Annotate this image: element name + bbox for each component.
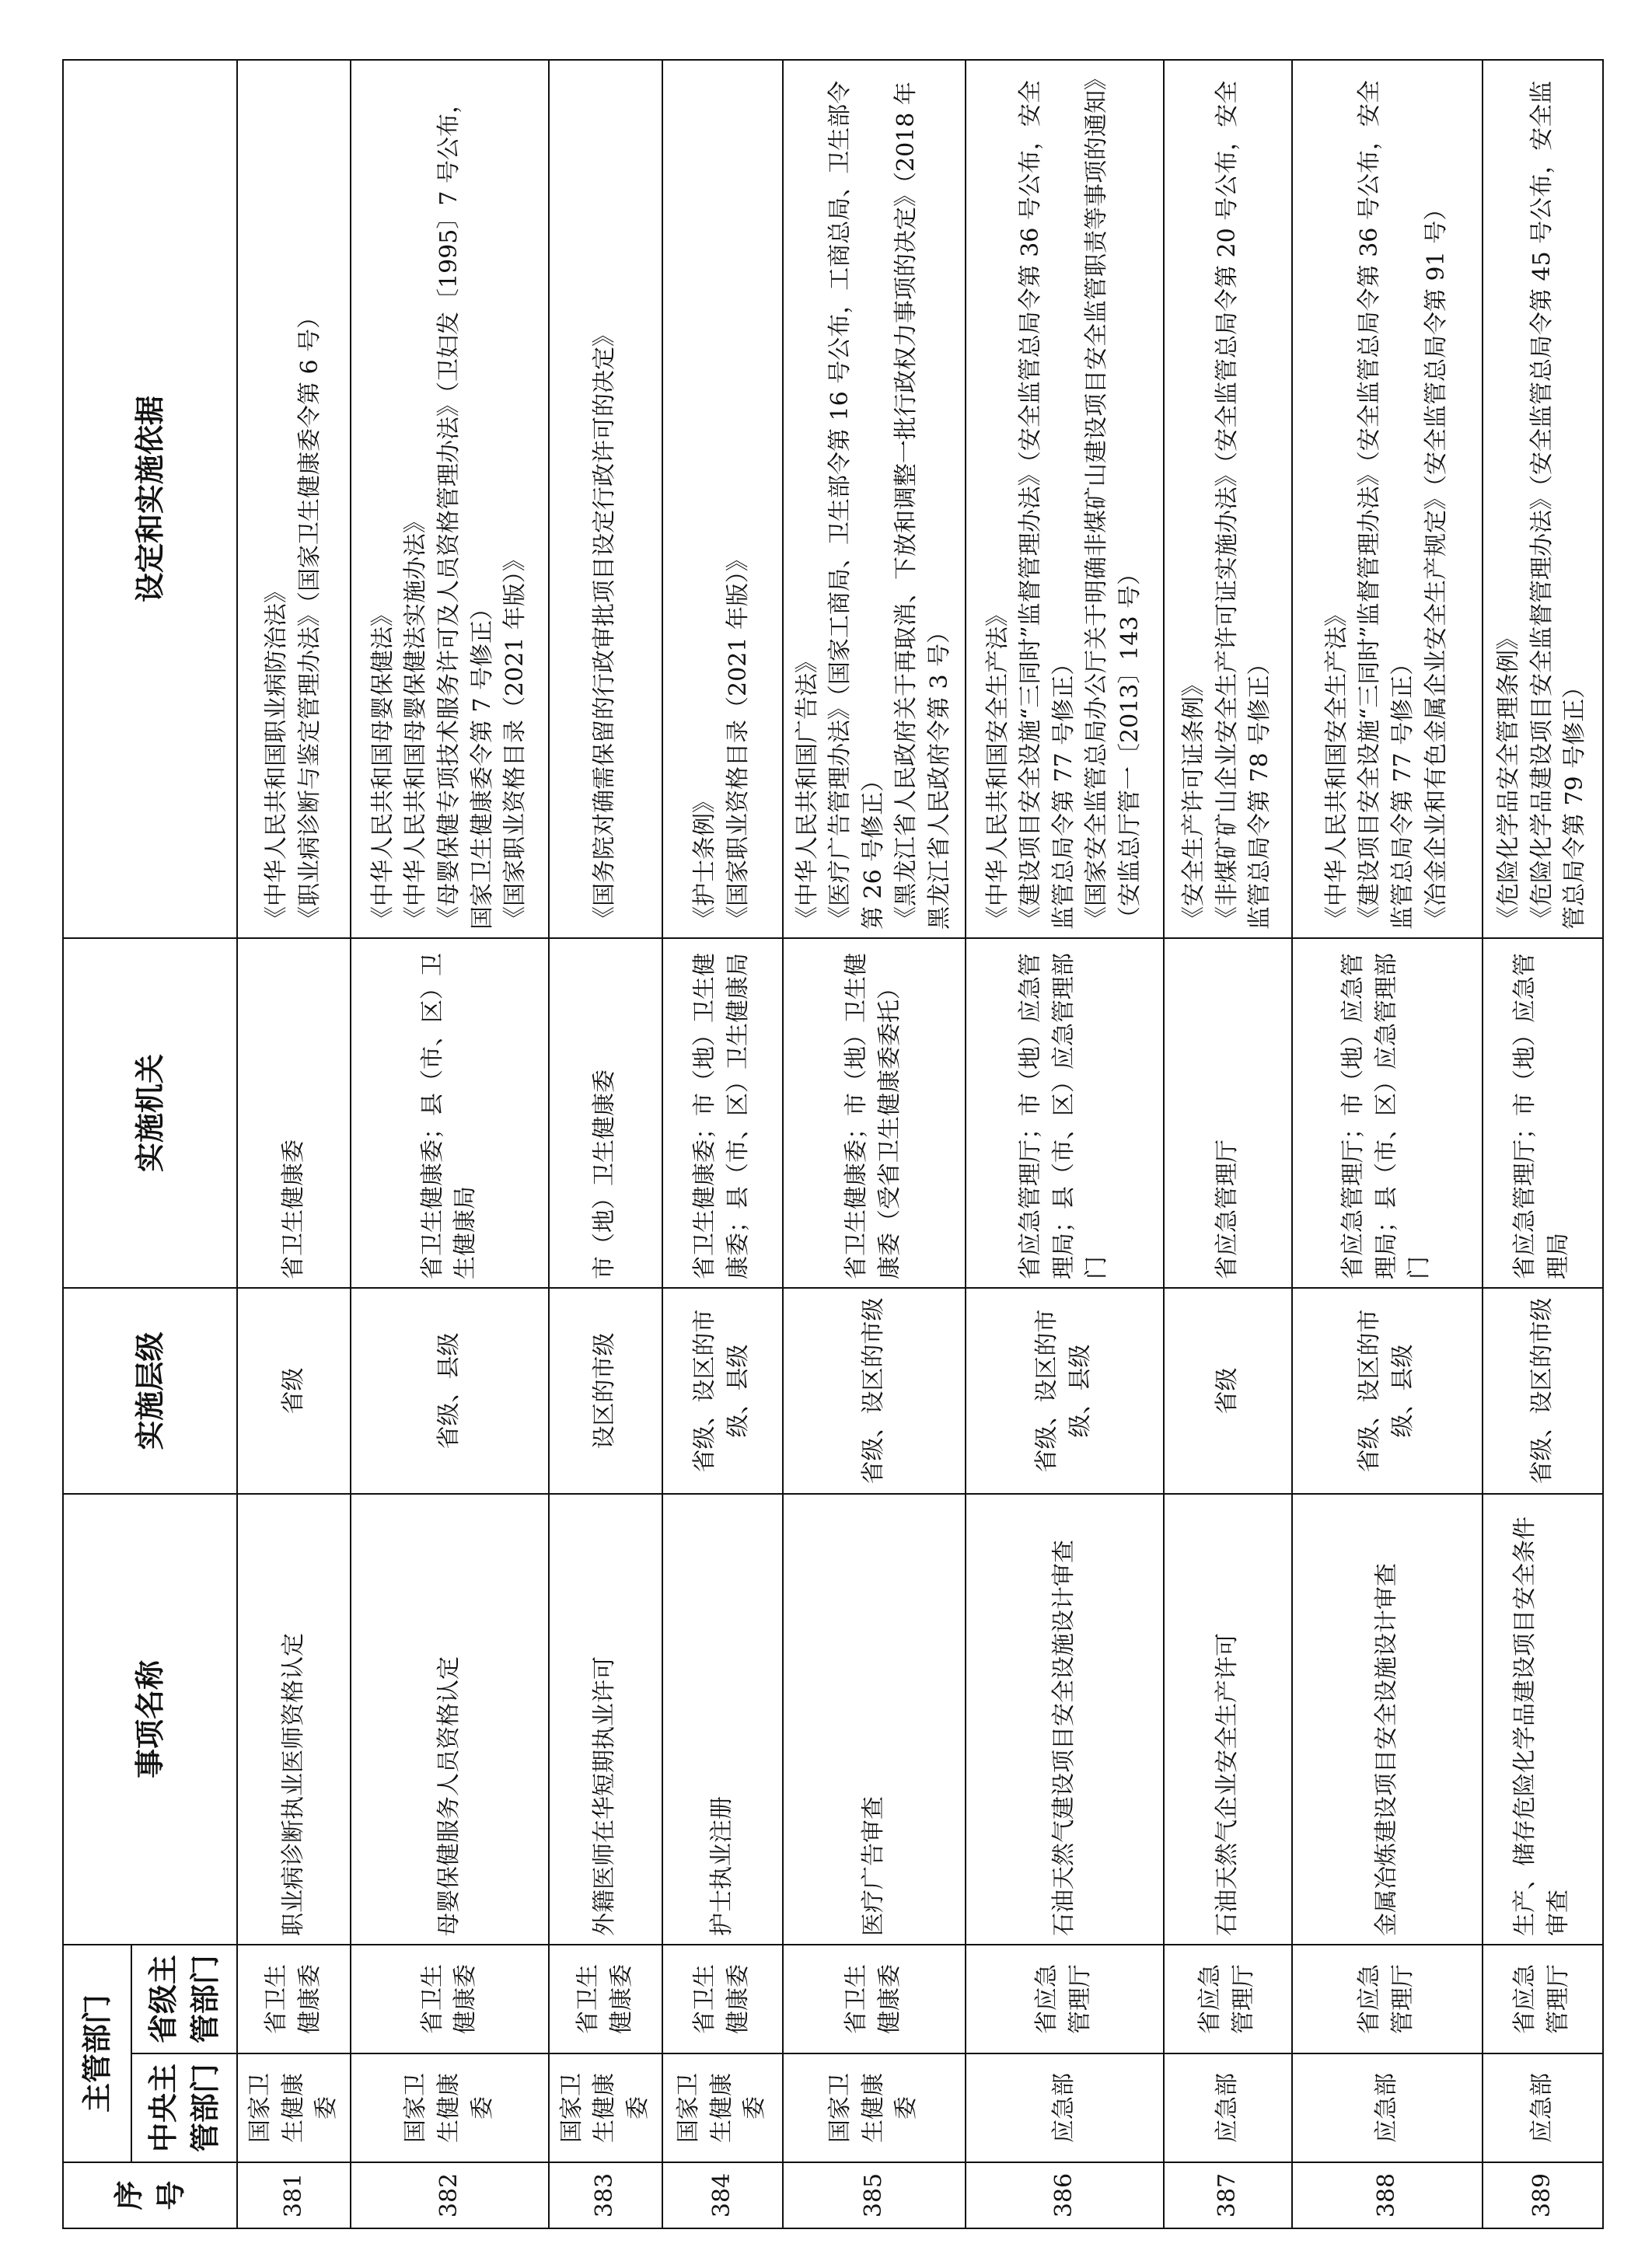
cell-basis	[1164, 60, 1292, 938]
cell-item-name: 职业病诊断执业医师资格认定	[237, 1494, 351, 1945]
cell-level: 省级	[237, 1288, 351, 1494]
table-body	[237, 60, 1603, 2228]
header-seq: 序号	[63, 2162, 237, 2228]
cell-central-dept: 应急部	[1164, 2053, 1292, 2162]
cell-central-dept: 国家卫生健康委	[237, 2053, 351, 2162]
cell-item-name: 石油天然气建设项目安全设施设计审查	[966, 1494, 1164, 1945]
header-basis: 设定和实施依据	[63, 60, 237, 938]
basis-line: 《职业病诊断与鉴定管理办法》（国家卫生健康委令第 6 号）	[295, 305, 323, 930]
cell-item-name: 母婴保健服务人员资格认定	[351, 1494, 549, 1945]
cell-basis	[351, 60, 549, 938]
header-central-dept: 中央主管部门	[131, 2053, 237, 2162]
basis-line: 《黑龙江省人民政府关于再取消、下放和调整一批行政权力事项的决定》（2018 年黑龙江省人民政府令第 3 号）	[892, 82, 953, 930]
cell-level: 省级、设区的市级、县级	[662, 1288, 783, 1494]
cell-provincial-dept: 省卫生健康委	[783, 1945, 966, 2053]
cell-level: 省级、设区的市级	[783, 1288, 966, 1494]
cell-level: 省级、设区的市级、县级	[966, 1288, 1164, 1494]
cell-provincial-dept: 省卫生健康委	[662, 1945, 783, 2053]
cell-seq: 383	[549, 2162, 662, 2228]
cell-seq: 388	[1292, 2162, 1483, 2228]
header-dept-group: 主管部门	[63, 1945, 131, 2162]
table-row	[351, 60, 549, 2228]
cell-level: 省级、设区的市级	[1483, 1288, 1603, 1494]
table-row	[549, 60, 662, 2228]
cell-agency: 省卫生健康委	[237, 938, 351, 1288]
header-level: 实施层级	[63, 1288, 237, 1494]
cell-item-name: 医疗广告审查	[783, 1494, 966, 1945]
table-row	[1164, 60, 1292, 2228]
cell-seq: 381	[237, 2162, 351, 2228]
basis-line: 《建设项目安全设施“三同时”监督管理办法》（安全监管总局令第 36 号公布，安全监管总局令第 77 号修正）	[1356, 80, 1417, 930]
cell-provincial-dept: 省卫生健康委	[351, 1945, 549, 2053]
cell-seq: 385	[783, 2162, 966, 2228]
cell-level: 省级、设区的市级、县级	[1292, 1288, 1483, 1494]
cell-agency: 省应急管理厅；市（地）应急管理局	[1483, 938, 1603, 1288]
cell-item-name: 金属冶炼建设项目安全设施设计审查	[1292, 1494, 1483, 1945]
cell-provincial-dept: 省卫生健康委	[237, 1945, 351, 2053]
header-provincial-dept: 省级主管部门	[131, 1945, 237, 2053]
basis-line: 《中华人民共和国广告法》	[793, 649, 821, 930]
cell-basis	[549, 60, 662, 938]
cell-seq: 387	[1164, 2162, 1292, 2228]
table-row	[237, 60, 351, 2228]
cell-level: 设区的市级	[549, 1288, 662, 1494]
cell-agency: 省卫生健康委；县（市、区）卫生健康局	[351, 938, 549, 1288]
header-agency: 实施机关	[63, 938, 237, 1288]
table-row	[783, 60, 966, 2228]
basis-line: 《国家安全监管总局办公厅关于明确非煤矿山建设项目安全监管职责等事项的通知》（安监总厅管一〔2013〕143 号）	[1083, 78, 1144, 930]
cell-central-dept: 国家卫生健康委	[783, 2053, 966, 2162]
basis-line: 《母婴保健专项技术服务许可及人员资格管理办法》（卫妇发〔1995〕7 号公布，国家卫生健康委令第 7 号修正）	[435, 90, 496, 930]
cell-provincial-dept: 省应急管理厅	[1292, 1945, 1483, 2053]
cell-central-dept: 应急部	[966, 2053, 1164, 2162]
cell-basis	[966, 60, 1164, 938]
cell-provincial-dept: 省卫生健康委	[549, 1945, 662, 2053]
cell-item-name: 石油天然气企业安全生产许可	[1164, 1494, 1292, 1945]
cell-seq: 386	[966, 2162, 1164, 2228]
basis-line: 《中华人民共和国职业病防治法》	[263, 579, 291, 930]
cell-central-dept: 国家卫生健康委	[549, 2053, 662, 2162]
cell-agency: 省卫生健康委；市（地）卫生健康委；县（市、区）卫生健康局	[662, 938, 783, 1288]
basis-line: 《非煤矿矿山企业安全生产许可证实施办法》（安全监管总局令第 20 号公布，安全监管总局令第 78 号修正）	[1213, 80, 1274, 930]
table-row	[662, 60, 783, 2228]
cell-basis	[662, 60, 783, 938]
cell-provincial-dept: 省应急管理厅	[966, 1945, 1164, 2053]
basis-line: 《危险化学品建设项目安全监督管理办法》（安全监管总局令第 45 号公布，安全监管总局令第 79 号修正）	[1528, 80, 1589, 930]
cell-agency: 省应急管理厅；市（地）应急管理局；县（市、区）应急管理部门	[966, 938, 1164, 1288]
basis-line: 《国务院对确需保留的行政审批项目设定行政许可的决定》	[591, 323, 619, 930]
cell-basis	[783, 60, 966, 938]
cell-seq: 384	[662, 2162, 783, 2228]
cell-agency: 省应急管理厅	[1164, 938, 1292, 1288]
cell-central-dept: 国家卫生健康委	[662, 2053, 783, 2162]
basis-line: 《国家职业资格目录（2021 年版）》	[725, 548, 753, 930]
cell-central-dept: 应急部	[1483, 2053, 1603, 2162]
cell-central-dept: 应急部	[1292, 2053, 1483, 2162]
cell-provincial-dept: 省应急管理厅	[1483, 1945, 1603, 2053]
basis-line: 《医疗广告管理办法》（国家工商局、卫生部令第 16 号公布，工商总局、卫生部令第 26 号修正）	[826, 80, 887, 930]
cell-item-name: 外籍医师在华短期执业许可	[549, 1494, 662, 1945]
cell-seq: 382	[351, 2162, 549, 2228]
basis-line: 《国家职业资格目录（2021 年版）》	[501, 548, 529, 930]
cell-basis	[1292, 60, 1483, 938]
basis-line: 《中华人民共和国安全生产法》	[1322, 602, 1350, 930]
cell-agency: 省卫生健康委；市（地）卫生健康委（受省卫生健康委委托）	[783, 938, 966, 1288]
cell-level: 省级	[1164, 1288, 1292, 1494]
basis-line: 《护士条例》	[691, 789, 719, 930]
table-row	[1292, 60, 1483, 2228]
cell-central-dept: 国家卫生健康委	[351, 2053, 549, 2162]
administrative-license-table	[62, 59, 1604, 2229]
cell-basis	[237, 60, 351, 938]
cell-seq: 389	[1483, 2162, 1603, 2228]
cell-item-name: 生产、储存危险化学品建设项目安全条件审查	[1483, 1494, 1603, 1945]
cell-agency: 市（地）卫生健康委	[549, 938, 662, 1288]
header-item-name: 事项名称	[63, 1494, 237, 1945]
table-row	[966, 60, 1164, 2228]
cell-item-name: 护士执业注册	[662, 1494, 783, 1945]
basis-line: 《危险化学品安全管理条例》	[1495, 626, 1523, 930]
table-row	[1483, 60, 1603, 2228]
cell-basis	[1483, 60, 1603, 938]
basis-line: 《冶金企业和有色金属企业安全生产规定》（安全监管总局令第 91 号）	[1422, 197, 1450, 930]
cell-provincial-dept: 省应急管理厅	[1164, 1945, 1292, 2053]
basis-line: 《建设项目安全设施“三同时”监督管理办法》（安全监管总局令第 36 号公布，安全监管总局令第 77 号修正）	[1017, 80, 1077, 930]
basis-line: 《安全生产许可证条例》	[1180, 672, 1208, 930]
cell-agency: 省应急管理厅；市（地）应急管理局；县（市、区）应急管理部门	[1292, 938, 1483, 1288]
cell-level: 省级、县级	[351, 1288, 549, 1494]
basis-line: 《中华人民共和国母婴保健法实施办法》	[402, 509, 430, 930]
basis-line: 《中华人民共和国安全生产法》	[983, 602, 1011, 930]
basis-line: 《中华人民共和国母婴保健法》	[368, 602, 396, 930]
